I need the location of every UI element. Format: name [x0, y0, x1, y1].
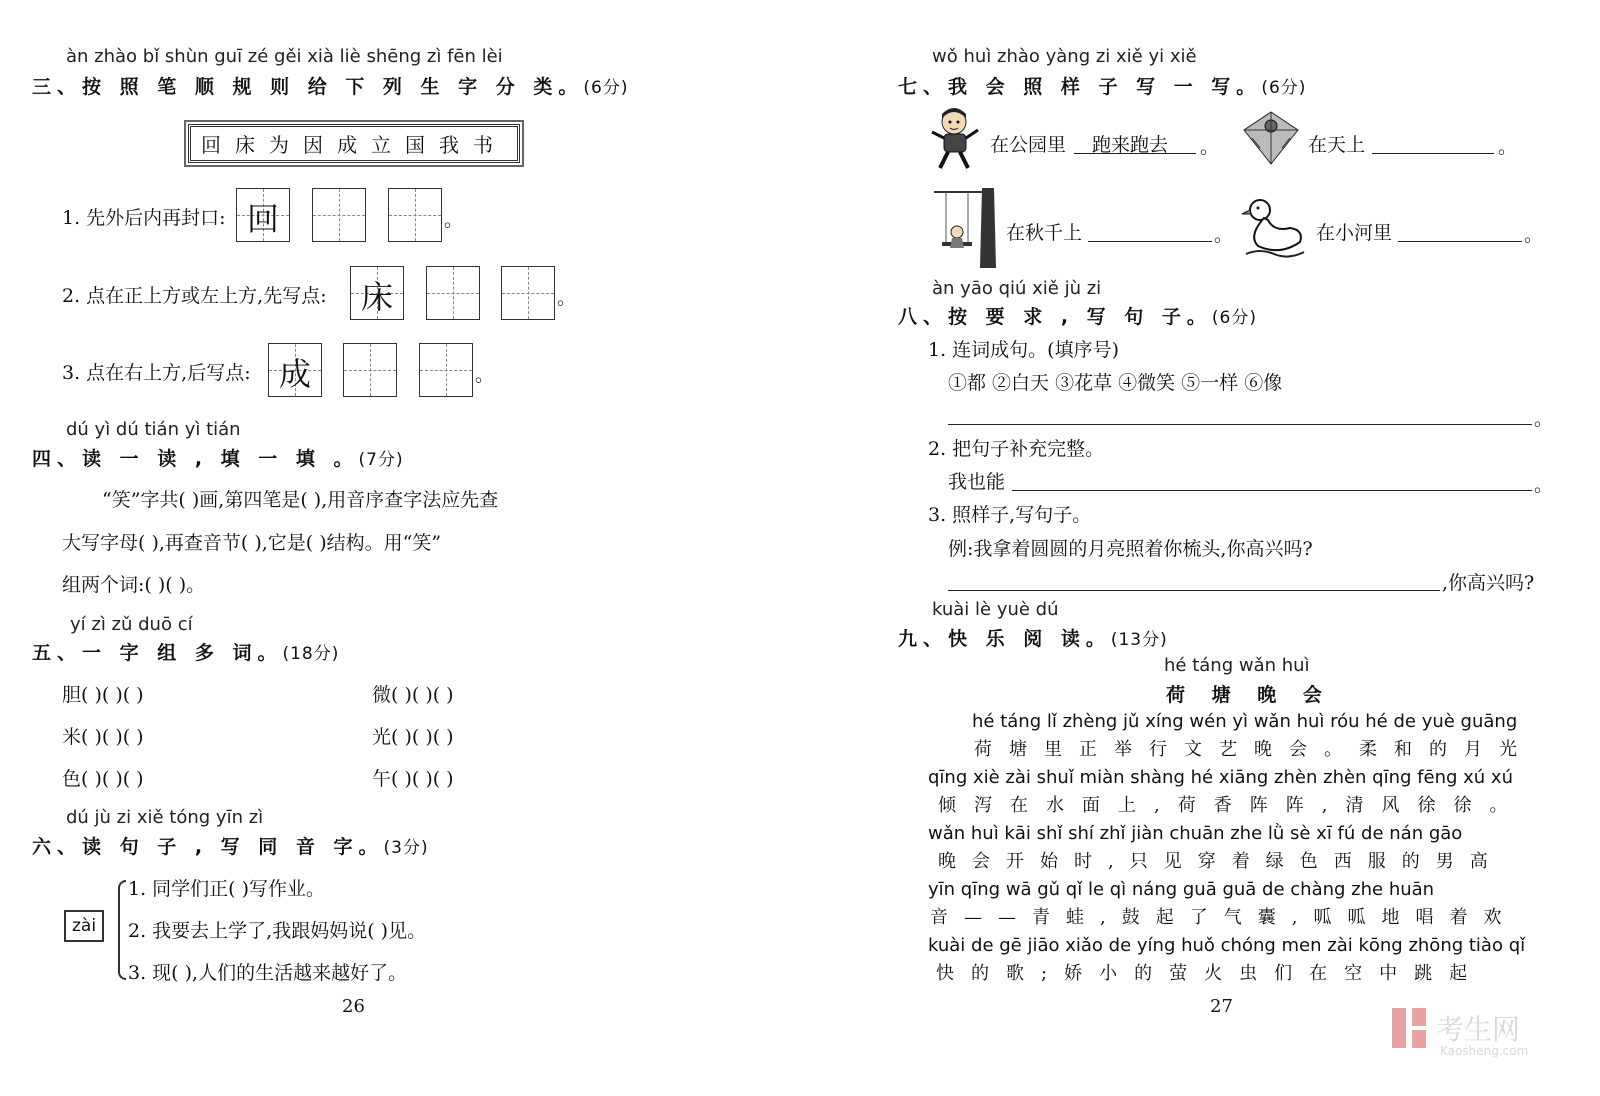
s5-row-3a: 色( )( )( ) [62, 768, 144, 790]
watermark-logo [1390, 1006, 1430, 1054]
tian-grid-q2-1 [350, 266, 404, 320]
s8-title [898, 302, 1257, 329]
s9-title-text: 九、快 乐 阅 读。 [898, 628, 1111, 650]
tian-grid-q3-2[interactable] [343, 343, 397, 397]
s7-pinyin: wǒ huì zhào yàng zi xiě yi xiě [932, 46, 1197, 67]
s3-title-text: 三、按 照 笔 顺 规 则 给 下 列 生 字 分 类。 [32, 76, 584, 98]
s8-q2-answer-line[interactable] [1012, 490, 1532, 491]
swing-illustration [924, 188, 1002, 270]
s5-pinyin: yí zì zǔ duō cí [70, 614, 193, 635]
s5-row-2b: 光( )( )( ) [372, 726, 454, 748]
s4-pinyin: dú yì dú tián yì tián [66, 419, 241, 440]
story-line-3-text: 晚会开始时,只见穿着绿色西服的男高 [938, 851, 1504, 872]
tian-grid-q3-3[interactable] [419, 343, 473, 397]
story-line-5-pinyin: kuài de gē jiāo xiǎo de yíng huǒ chóng men zài kōng zhōng tiào qǐ [928, 935, 1526, 956]
period: 。 [1214, 224, 1234, 246]
s3-q1-label: 1. 先外后内再封口: [62, 207, 226, 229]
s3-q2-label: 2. 点在正上方或左上方,先写点: [62, 285, 327, 307]
s8-title-text: 八、按 要 求 , 写 句 子。 [898, 306, 1212, 328]
character-box: 回床为因成立国我书 [188, 124, 520, 163]
tian-grid-q3-1 [268, 343, 322, 397]
tian-grid-q1-3[interactable] [388, 188, 442, 242]
s8-q3-answer-line[interactable] [948, 590, 1440, 591]
s6-item-1: 1. 同学们正( )写作业。 [128, 878, 326, 900]
s7-title [898, 72, 1306, 99]
s5-row-1b: 微( )( )( ) [372, 684, 454, 706]
period: 。 [1200, 136, 1220, 158]
s5-row-1a: 胆( )( )( ) [62, 684, 144, 706]
s7-title-text: 七、我 会 照 样 子 写 一 写。 [898, 76, 1262, 98]
tian-char: 回 [246, 200, 279, 238]
s8-tail: ,你高兴吗? [1442, 572, 1535, 594]
s6-pinyin: dú jù zi xiě tóng yīn zì [66, 807, 264, 828]
s7-blank-c[interactable] [1088, 241, 1212, 242]
s4-score: (7分) [358, 450, 404, 470]
s3-q3-label: 3. 点在右上方,后写点: [62, 362, 251, 384]
s9-pinyin: kuài lè yuè dú [932, 599, 1059, 620]
page-number-left: 26 [342, 996, 365, 1017]
period: 。 [1498, 136, 1518, 158]
s4-line-3: 组两个词:( )( )。 [62, 574, 206, 596]
s7-text-a: 在公园里 [990, 134, 1067, 156]
s8-pinyin: àn yāo qiú xiě jù zi [932, 278, 1102, 299]
s4-title-text: 四、读 一 读 , 填 一 填 。 [32, 448, 359, 470]
s5-title-text: 五、一 字 组 多 词。 [32, 642, 283, 664]
s7-blank-b[interactable] [1372, 153, 1494, 154]
s5-score: (18分) [282, 644, 340, 664]
s4-line-2: 大写字母( ),再查音节( ),它是( )结构。用“笑” [62, 532, 442, 554]
s8-score: (6分) [1211, 308, 1258, 328]
s7-text-c: 在秋千上 [1006, 222, 1083, 244]
period: 。 [475, 364, 495, 386]
tian-grid-q2-2[interactable] [426, 266, 480, 320]
tian-char: 床 [360, 278, 393, 316]
s7-blank-d[interactable] [1398, 241, 1522, 242]
s5-title [32, 638, 339, 665]
s8-q3: 3. 照样子,写句子。 [928, 504, 1092, 526]
s3-title [32, 72, 628, 99]
s9-score: (13分) [1110, 630, 1168, 650]
s4-line-1: “笑”字共( )画,第四笔是( ),用音序查字法应先查 [102, 489, 499, 511]
s9-title [898, 624, 1168, 651]
s8-q2-start: 我也能 [948, 471, 1006, 493]
story-line-1-text: 荷塘里正举行文艺晚会。柔和的月光 [974, 739, 1534, 760]
story-line-2-pinyin: qīng xiè zài shuǐ miàn shàng hé xiāng zhèn zhèn qīng fēng xú xú [928, 767, 1513, 788]
period: 。 [1524, 224, 1544, 246]
s7-score: (6分) [1261, 78, 1307, 98]
tian-grid-q1-1 [236, 188, 290, 242]
s5-row-2a: 米( )( )( ) [62, 726, 144, 748]
period: 。 [557, 287, 577, 309]
s8-example: 例:我拿着圆圆的月亮照着你梳头,你高兴吗? [948, 538, 1313, 560]
s3-pinyin: àn zhào bǐ shùn guī zé gěi xià liè shēng zì fēn lèi [66, 46, 503, 67]
s8-q2: 2. 把句子补充完整。 [928, 438, 1105, 460]
boy-illustration [928, 106, 986, 174]
s6-item-3: 3. 现( ),人们的生活越来越好了。 [128, 962, 408, 984]
s8-words: ①都 ②白天 ③花草 ④微笑 ⑤一样 ⑥像 [948, 372, 1283, 394]
s7-text-b: 在天上 [1308, 134, 1366, 156]
s6-item-2: 2. 我要去上学了,我跟妈妈说( )见。 [128, 920, 427, 942]
zai-pinyin-box: zài [64, 910, 104, 942]
tian-char: 成 [278, 355, 311, 393]
s7-text-d: 在小河里 [1316, 222, 1393, 244]
story-line-3-pinyin: wǎn huì kāi shǐ shí zhǐ jiàn chuān zhe lǜ sè xī fú de nán gāo [928, 823, 1463, 844]
story-line-4-pinyin: yīn qīng wā gǔ qǐ le qì náng guā guā de chàng zhe huān [928, 879, 1435, 900]
watermark-icon [1390, 1006, 1430, 1050]
watermark-text: 考生网 [1436, 1013, 1521, 1046]
s6-title [32, 832, 429, 859]
duck-illustration [1240, 192, 1310, 264]
tian-grid-q2-3[interactable] [501, 266, 555, 320]
s7-answer-a: 跑来跑去 [1092, 134, 1169, 156]
s8-q1-answer-line[interactable] [948, 424, 1532, 425]
watermark-url: Kaosheng.com [1440, 1044, 1529, 1058]
s5-row-3b: 午( )( )( ) [372, 768, 454, 790]
s6-score: (3分) [383, 838, 429, 858]
s3-score: (6分) [583, 78, 629, 98]
story-line-2-text: 倾泻在水面上,荷香阵阵,清风徐徐。 [938, 795, 1526, 816]
brace [118, 880, 126, 980]
s4-title [32, 444, 404, 471]
kite-illustration [1238, 108, 1304, 168]
period: 。 [1534, 408, 1554, 430]
tian-grid-q1-2[interactable] [312, 188, 366, 242]
story-line-4-text: 音——青蛙,鼓起了气囊,呱呱地唱着欢 [930, 907, 1518, 928]
period: 。 [444, 209, 464, 231]
page-number-right: 27 [1210, 996, 1233, 1017]
period: 。 [1534, 474, 1554, 496]
story-title: 荷 塘 晚 会 [1166, 684, 1332, 706]
story-line-1-pinyin: hé táng lǐ zhèng jǔ xíng wén yì wǎn huì róu hé de yuè guāng [972, 711, 1518, 732]
story-title-pinyin: hé táng wǎn huì [1164, 655, 1310, 676]
s6-title-text: 六、读 句 子 , 写 同 音 字。 [32, 836, 384, 858]
s8-q1: 1. 连词成句。(填序号) [928, 339, 1119, 361]
story-line-5-text: 快的歌;娇小的萤火虫们在空中跳起 [936, 963, 1485, 984]
